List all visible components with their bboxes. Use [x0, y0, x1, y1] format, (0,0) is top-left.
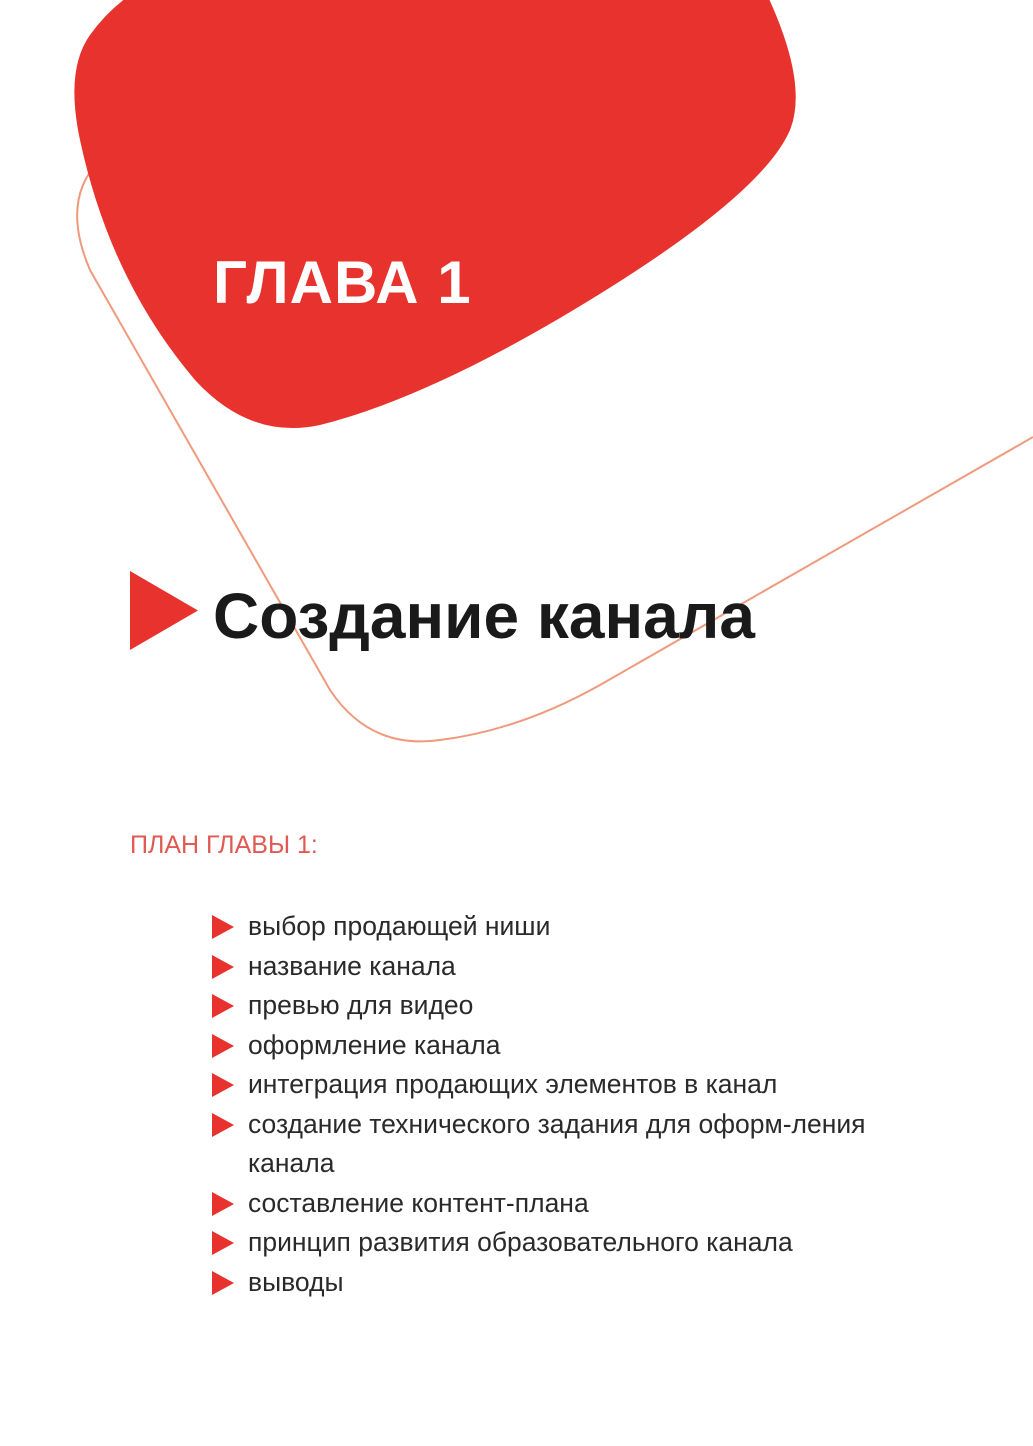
play-triangle-icon	[130, 571, 198, 650]
list-item-text: составление контент-плана	[248, 1187, 589, 1218]
list-item-text: создание технического задания для оформ-ления канала	[248, 1108, 866, 1178]
play-triangle-icon	[212, 1231, 234, 1255]
play-triangle-icon	[212, 915, 234, 939]
play-triangle-icon	[212, 1113, 234, 1137]
list-item-text: название канала	[248, 950, 456, 981]
chapter-label: ГЛАВА 1	[213, 249, 472, 316]
list-item	[212, 1065, 872, 1105]
plan-list	[212, 907, 872, 1302]
play-triangle-icon	[212, 1192, 234, 1216]
list-item	[212, 1184, 872, 1224]
list-item-text: принцип развития образовательного канала	[248, 1227, 793, 1257]
list-item	[212, 1223, 872, 1263]
chapter-title: Создание канала	[213, 580, 755, 652]
list-item-text: превью для видео	[248, 990, 474, 1020]
play-triangle-icon	[212, 1034, 234, 1058]
list-item	[212, 1105, 872, 1184]
red-rounded-shape	[74, 0, 795, 428]
list-item-text: оформление канала	[248, 1029, 501, 1060]
list-item	[212, 1263, 872, 1303]
list-item-text: выбор продающей ниши	[248, 911, 551, 941]
play-triangle-icon	[212, 1073, 234, 1097]
list-item	[212, 986, 872, 1026]
list-item	[212, 907, 872, 947]
list-item	[212, 1026, 872, 1066]
list-item	[212, 947, 872, 987]
play-triangle-icon	[212, 955, 234, 979]
plan-heading: ПЛАН ГЛАВЫ 1:	[130, 831, 318, 859]
list-item-text: выводы	[248, 1266, 344, 1297]
list-item-text: интеграция продающих элементов в канал	[248, 1069, 778, 1099]
play-triangle-icon	[212, 1271, 234, 1295]
play-triangle-icon	[212, 994, 234, 1018]
